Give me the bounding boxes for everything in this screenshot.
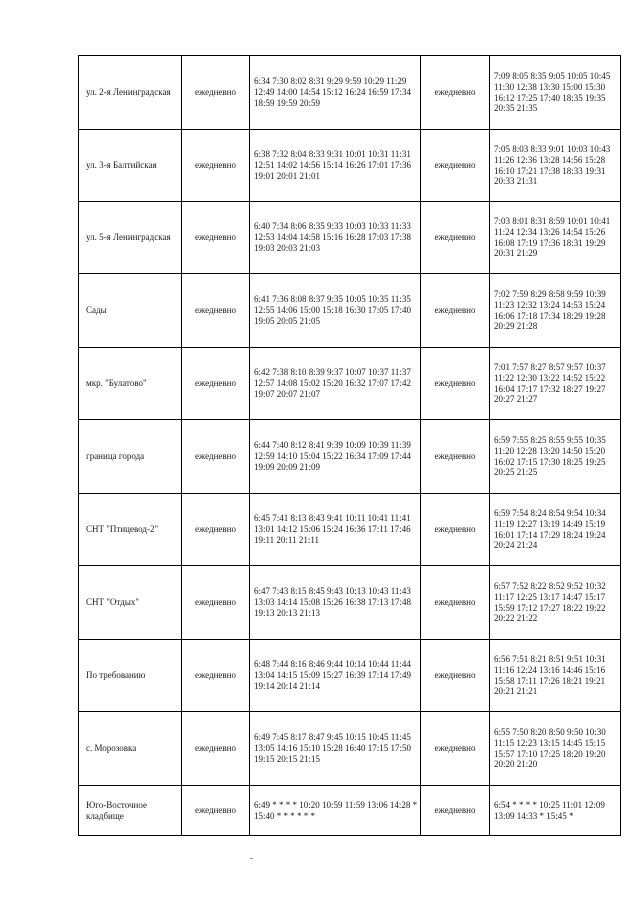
frequency-cell-direction-b: [421, 420, 490, 494]
stop-name-text: По требованию: [86, 670, 146, 681]
times-cell-direction-a: [250, 274, 421, 348]
times-text-direction-b: 6:59 7:55 8:25 8:55 9:55 10:35 11:20 12:28 13:20 14:50 15:20 16:02 17:15 17:30 18:25 19:25 20:25 21:25: [494, 434, 606, 478]
stop-name-text: СНТ "Птицевод-2": [86, 524, 159, 535]
times-text-direction-a: 6:42 7:38 8:10 8:39 9:37 10:07 10:37 11:37 12:57 14:08 15:02 15:20 16:32 17:07 17:42 19:07 20:07 21:07: [254, 367, 412, 399]
frequency-text-direction-a: ежедневно: [195, 670, 236, 681]
frequency-cell-direction-b: [421, 274, 490, 348]
frequency-text-direction-a: ежедневно: [195, 232, 236, 243]
frequency-cell-direction-b: [421, 786, 490, 836]
frequency-text-direction-b: ежедневно: [434, 524, 476, 535]
schedule-table-body: [79, 56, 621, 836]
times-text-direction-b: 7:09 8:05 8:35 9:05 10:05 10:45 11:30 12:38 13:30 15:00 15:30 16:12 17:25 17:40 18:35 19:35 20:35 21:35: [494, 70, 611, 114]
times-text-direction-a: 6:49 * * * * 10:20 10:59 11:59 13:06 14:28 * 15:40 * * * * * *: [254, 799, 418, 821]
times-cell-direction-a: [250, 494, 421, 566]
frequency-text-direction-b: ежедневно: [434, 743, 476, 754]
times-text-direction-b: 7:01 7:57 8:27 8:57 9:57 10:37 11:22 12:30 13:22 14:52 15:22 16:04 17:17 17:32 18:27 19:27 20:27 21:27: [494, 361, 606, 405]
times-cell-direction-a: [250, 712, 421, 786]
stop-name-text: Юго-Восточное кладбище: [86, 799, 147, 821]
stop-name-cell: [79, 130, 182, 202]
times-text-direction-a: 6:47 7:43 8:15 8:45 9:43 10:13 10:43 11:43 13:03 14:14 15:08 15:26 16:38 17:13 17:48 19:13 20:13 21:13: [254, 586, 412, 618]
frequency-cell-direction-a: [182, 348, 250, 420]
times-text-direction-a: 6:40 7:34 8:06 8:35 9:33 10:03 10:33 11:33 12:53 14:04 14:58 15:16 16:28 17:03 17:38 19:03 20:03 21:03: [254, 221, 412, 253]
stop-name-cell: [79, 202, 182, 274]
times-cell-direction-b: [490, 640, 621, 712]
frequency-cell-direction-b: [421, 130, 490, 202]
frequency-text-direction-b: ежедневно: [434, 160, 476, 171]
stop-name-cell: [79, 56, 182, 130]
times-cell-direction-b: [490, 566, 621, 640]
times-cell-direction-b: [490, 712, 621, 786]
frequency-text-direction-b: ежедневно: [434, 451, 476, 462]
times-text-direction-a: 6:44 7:40 8:12 8:41 9:39 10:09 10:39 11:39 12:59 14:10 15:04 15:22 16:34 17:09 17:44 19:09 20:09 21:09: [254, 440, 412, 472]
frequency-text-direction-b: ежедневно: [434, 597, 476, 608]
frequency-cell-direction-b: [421, 640, 490, 712]
times-text-direction-a: 6:34 7:30 8:02 8:31 9:29 9:59 10:29 11:29 12:49 14:00 14:54 15:12 16:24 16:59 17:34 18:59 19:59 20:59: [254, 76, 412, 108]
times-text-direction-b: 6:59 7:54 8:24 8:54 9:54 10:34 11:19 12:27 13:19 14:49 15:19 16:01 17:14 17:29 18:24 19:24 20:24 21:24: [494, 507, 606, 551]
frequency-text-direction-a: ежедневно: [195, 160, 236, 171]
times-text-direction-b: 7:03 8:01 8:31 8:59 10:01 10:41 11:24 12:34 13:26 14:54 15:26 16:08 17:19 17:36 18:31 19:29 20:31 21:29: [494, 215, 611, 259]
times-text-direction-b: 7:02 7:59 8:29 8:58 9:59 10:39 11:23 12:32 13:24 14:53 15:24 16:06 17:18 17:34 18:29 19:28 20:29 21:28: [494, 288, 606, 332]
stop-name-cell: [79, 786, 182, 836]
frequency-cell-direction-a: [182, 712, 250, 786]
frequency-text-direction-b: ежедневно: [434, 305, 476, 316]
times-cell-direction-b: [490, 56, 621, 130]
times-text-direction-b: 6:57 7:52 8:22 8:52 9:52 10:32 11:17 12:25 13:17 14:47 15:17 15:59 17:12 17:27 18:22 19:22 20:22 21:22: [494, 580, 606, 624]
times-text-direction-a: 6:38 7:32 8:04 8:33 9:31 10:01 10:31 11:31 12:51 14:02 14:56 15:14 16:26 17:01 17:36 19:01 20:01 21:01: [254, 149, 412, 181]
times-text-direction-b: 7:05 8:03 8:33 9:01 10:03 10:43 11:26 12:36 13:28 14:56 15:28 16:10 17:21 17:38 18:33 19:31 20:33 21:31: [494, 143, 611, 187]
times-text-direction-a: 6:41 7:36 8:08 8:37 9:35 10:05 10:35 11:35 12:55 14:06 15:00 15:18 16:30 17:05 17:40 19:05 20:05 21:05: [254, 294, 412, 326]
frequency-cell-direction-b: [421, 566, 490, 640]
frequency-cell-direction-a: [182, 202, 250, 274]
times-cell-direction-a: [250, 56, 421, 130]
schedule-table: [78, 55, 621, 836]
frequency-text-direction-b: ежедневно: [434, 232, 476, 243]
frequency-text-direction-b: ежедневно: [434, 670, 476, 681]
frequency-text-direction-a: ежедневно: [195, 451, 236, 462]
times-cell-direction-a: [250, 130, 421, 202]
schedule-row: [79, 56, 621, 130]
frequency-text-direction-a: ежедневно: [195, 524, 236, 535]
frequency-cell-direction-b: [421, 56, 490, 130]
schedule-row: [79, 640, 621, 712]
frequency-text-direction-a: ежедневно: [195, 305, 236, 316]
frequency-cell-direction-b: [421, 348, 490, 420]
stop-name-text: ул. 2-я Ленинградская: [86, 87, 171, 98]
times-cell-direction-a: [250, 786, 421, 836]
frequency-text-direction-a: ежедневно: [195, 743, 236, 754]
stop-name-cell: [79, 274, 182, 348]
schedule-row: [79, 202, 621, 274]
times-cell-direction-b: [490, 274, 621, 348]
times-text-direction-b: 6:56 7:51 8:21 8:51 9:51 10:31 11:16 12:24 13:16 14:46 15:16 15:58 17:11 17:26 18:21 19:21 20:21 21:21: [494, 653, 606, 697]
frequency-cell-direction-a: [182, 420, 250, 494]
page-mark: [250, 858, 253, 859]
stop-name-cell: [79, 494, 182, 566]
frequency-text-direction-a: ежедневно: [195, 597, 236, 608]
times-cell-direction-a: [250, 566, 421, 640]
stop-name-cell: [79, 420, 182, 494]
times-text-direction-b: 6:54 * * * * 10:25 11:01 12:09 13:09 14:33 * 15:45 *: [494, 799, 605, 821]
times-text-direction-b: 6:55 7:50 8:20 8:50 9:50 10:30 11:15 12:23 13:15 14:45 15:15 15:57 17:10 17:25 18:20 19:20 20:20 21:20: [494, 726, 606, 770]
frequency-cell-direction-b: [421, 202, 490, 274]
frequency-cell-direction-b: [421, 494, 490, 566]
schedule-row: [79, 420, 621, 494]
frequency-text-direction-b: ежедневно: [434, 87, 476, 98]
schedule-row: [79, 130, 621, 202]
times-cell-direction-b: [490, 420, 621, 494]
frequency-text-direction-b: ежедневно: [434, 378, 476, 389]
times-text-direction-a: 6:49 7:45 8:17 8:47 9:45 10:15 10:45 11:45 13:05 14:16 15:10 15:28 16:40 17:15 17:50 19:15 20:15 21:15: [254, 732, 412, 764]
times-cell-direction-a: [250, 420, 421, 494]
frequency-cell-direction-a: [182, 274, 250, 348]
schedule-row: [79, 566, 621, 640]
stop-name-text: СНТ "Отдых": [86, 597, 140, 608]
times-cell-direction-a: [250, 202, 421, 274]
frequency-cell-direction-a: [182, 640, 250, 712]
times-cell-direction-a: [250, 640, 421, 712]
schedule-row: [79, 712, 621, 786]
times-cell-direction-b: [490, 202, 621, 274]
frequency-text-direction-a: ежедневно: [195, 87, 236, 98]
schedule-row: [79, 494, 621, 566]
times-text-direction-a: 6:48 7:44 8:16 8:46 9:44 10:14 10:44 11:44 13:04 14:15 15:09 15:27 16:39 17:14 17:49 19:14 20:14 21:14: [254, 659, 412, 691]
schedule-row: [79, 348, 621, 420]
stop-name-cell: [79, 566, 182, 640]
times-cell-direction-b: [490, 348, 621, 420]
frequency-cell-direction-a: [182, 494, 250, 566]
stop-name-cell: [79, 348, 182, 420]
frequency-text-direction-a: ежедневно: [195, 805, 236, 816]
times-text-direction-a: 6:45 7:41 8:13 8:43 9:41 10:11 10:41 11:41 13:01 14:12 15:06 15:24 16:36 17:11 17:46 19:11 20:11 21:11: [254, 513, 411, 545]
stop-name-text: Сады: [86, 305, 107, 316]
times-cell-direction-a: [250, 348, 421, 420]
stop-name-text: ул. 5-я Ленинградская: [86, 232, 171, 243]
frequency-text-direction-b: ежедневно: [434, 805, 476, 816]
frequency-cell-direction-b: [421, 712, 490, 786]
frequency-cell-direction-a: [182, 786, 250, 836]
times-cell-direction-b: [490, 786, 621, 836]
times-cell-direction-b: [490, 130, 621, 202]
stop-name-text: с. Морозовка: [86, 743, 137, 754]
stop-name-text: мкр. "Булатово": [86, 378, 147, 389]
frequency-cell-direction-a: [182, 566, 250, 640]
stop-name-cell: [79, 640, 182, 712]
frequency-cell-direction-a: [182, 56, 250, 130]
stop-name-cell: [79, 712, 182, 786]
stop-name-text: граница города: [86, 451, 145, 462]
schedule-row: [79, 274, 621, 348]
times-cell-direction-b: [490, 494, 621, 566]
schedule-row: [79, 786, 621, 836]
frequency-cell-direction-a: [182, 130, 250, 202]
stop-name-text: ул. 3-я Балтийская: [86, 160, 157, 171]
frequency-text-direction-a: ежедневно: [195, 378, 236, 389]
